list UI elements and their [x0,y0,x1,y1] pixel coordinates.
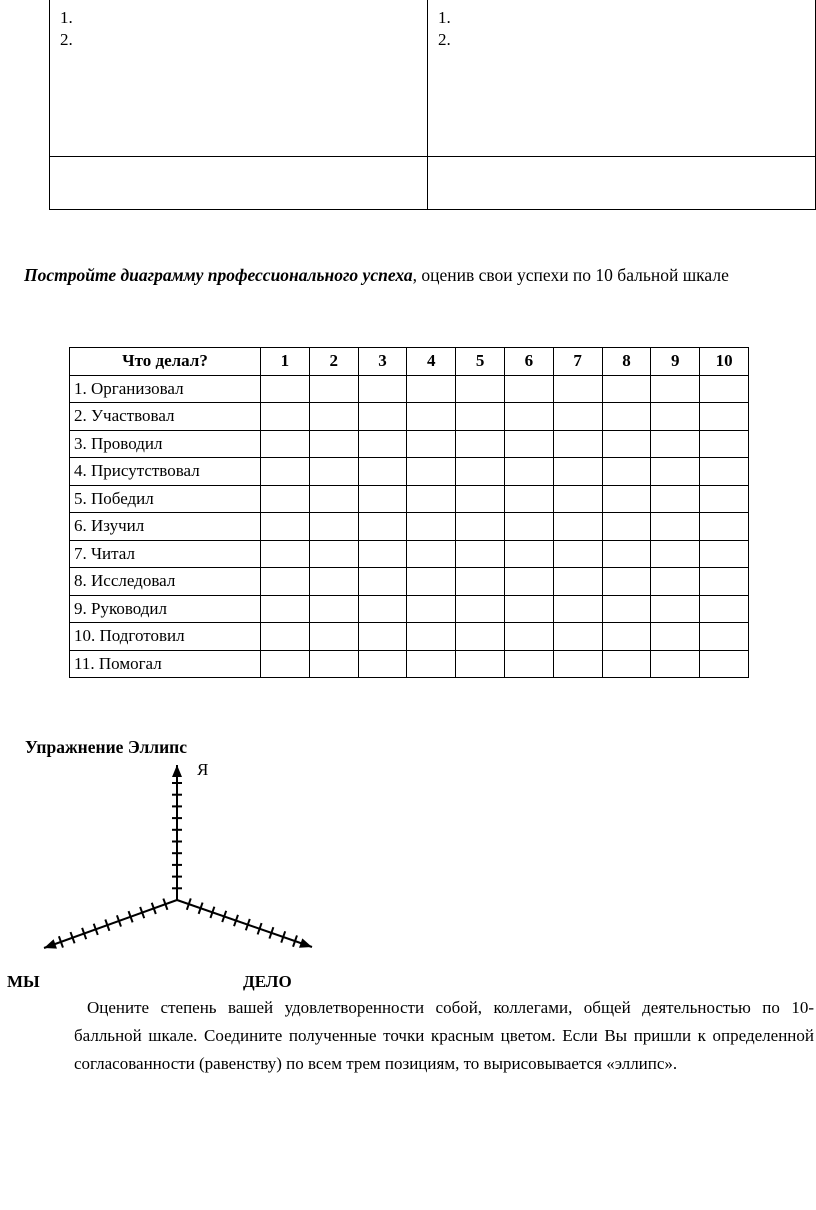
activity-label: 8. Исследовал [70,568,261,596]
work-arrow [299,938,312,947]
activity-label: 7. Читал [70,540,261,568]
scale-header-8: 8 [602,348,651,376]
heading-emphasis: Постройте диаграмму профессионального успеха [24,265,413,285]
axis-label-we: МЫ [7,972,40,991]
activity-label: 1. Организовал [70,375,261,403]
axis-label-self: Я [197,760,209,779]
scale-header-6: 6 [504,348,553,376]
scale-header-4: 4 [407,348,456,376]
heading-rest: , оценив свои успехи по 10 бальной шкале [412,265,729,285]
list-item: 1. [60,8,73,27]
activity-label: 9. Руководил [70,595,261,623]
we-arrow [44,939,57,948]
we-axis [44,900,177,948]
scale-header-9: 9 [651,348,700,376]
column-header-activity: Что делал? [70,348,261,376]
ellipse-instructions: Оцените степень вашей удовлетворенности собой, коллегами, общей деятельностью по 10-балльной шкале. Соедините полученные точки красным цветом. Если Вы пришли к определенной согласованности (равенству) по всем трем позициям, то вырисовывается «эллипс». [74,998,814,1073]
scale-header-5: 5 [456,348,505,376]
self-arrow [172,765,182,777]
activity-label: 3. Проводил [70,430,261,458]
activity-label: 10. Подготовил [70,623,261,651]
activity-label: 2. Участвовал [70,403,261,431]
list-item: 2. [438,30,451,49]
scale-header-2: 2 [309,348,358,376]
activity-label: 6. Изучил [70,513,261,541]
ellipse-exercise-title: Упражнение Эллипс [25,737,188,757]
axis-label-work: ДЕЛО [243,972,292,991]
list-item: 2. [60,30,73,49]
scale-header-3: 3 [358,348,407,376]
work-axis [177,900,312,947]
list-item: 1. [438,8,451,27]
scale-header-10: 10 [700,348,749,376]
scale-header-7: 7 [553,348,602,376]
scale-header-1: 1 [261,348,310,376]
activity-label: 4. Присутствовал [70,458,261,486]
activity-label: 5. Победил [70,485,261,513]
activity-label: 11. Помогал [70,650,261,678]
